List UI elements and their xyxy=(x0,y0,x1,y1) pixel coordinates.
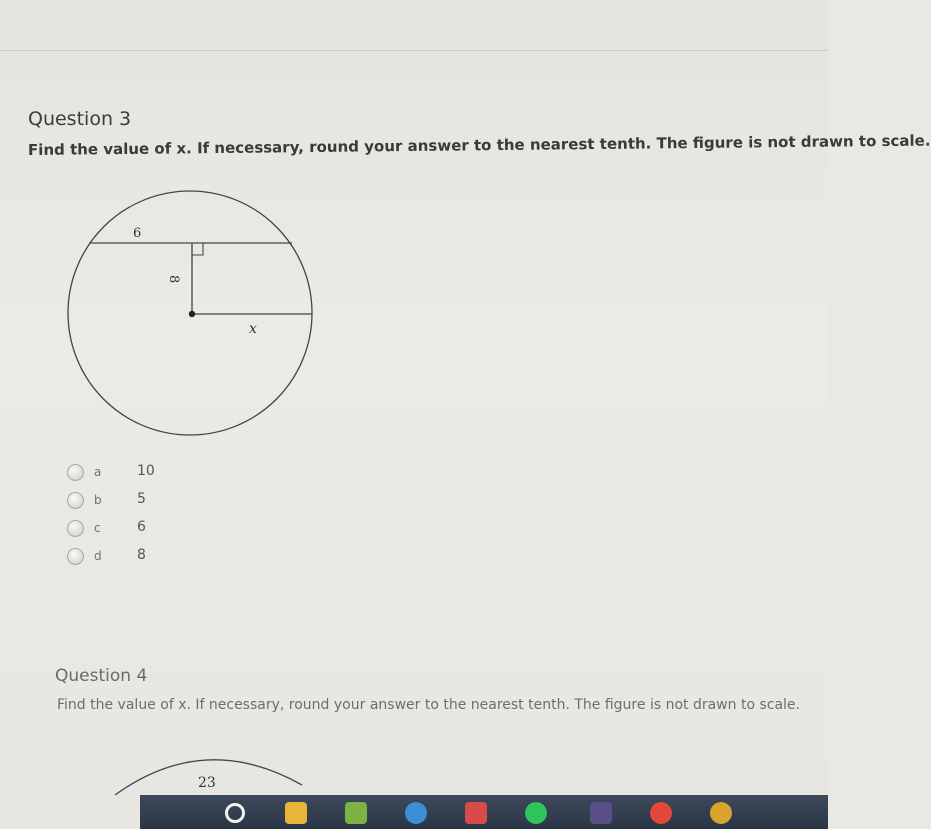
question-title: Question 3 xyxy=(28,108,132,130)
option-letter: a xyxy=(94,465,102,479)
question-prompt: Find the value of x. If necessary, round your answer to the nearest tenth. The figure is not drawn to scale. xyxy=(57,697,800,713)
option-a[interactable] xyxy=(64,462,184,490)
circle-chord-figure xyxy=(60,188,320,440)
label-x: x xyxy=(249,321,257,337)
store-icon[interactable] xyxy=(345,802,367,824)
label-8: 8 xyxy=(166,275,181,284)
answer-options xyxy=(64,462,184,574)
option-b[interactable] xyxy=(64,490,184,518)
taskbar xyxy=(140,795,828,829)
file-explorer-icon[interactable] xyxy=(285,802,307,824)
option-value: 10 xyxy=(137,463,155,479)
label-23: 23 xyxy=(198,775,216,791)
center-point xyxy=(189,311,195,317)
radio-button[interactable] xyxy=(67,548,84,565)
edge-icon[interactable] xyxy=(405,802,427,824)
option-value: 5 xyxy=(137,491,146,507)
right-angle-marker xyxy=(192,243,203,255)
hulu-app-icon[interactable] xyxy=(590,802,612,824)
question-prompt: Find the value of x. If necessary, round your answer to the nearest tenth. The figure is not drawn to scale. xyxy=(27,131,931,159)
option-d[interactable] xyxy=(64,546,184,574)
header-divider xyxy=(0,50,828,51)
label-6: 6 xyxy=(133,226,142,241)
option-letter: d xyxy=(94,549,102,563)
option-value: 8 xyxy=(137,547,146,563)
question-title: Question 4 xyxy=(55,666,148,686)
radio-button[interactable] xyxy=(67,464,84,481)
radio-button[interactable] xyxy=(67,520,84,537)
chrome-icon[interactable] xyxy=(650,802,672,824)
cortana-icon[interactable] xyxy=(225,803,245,823)
option-value: 6 xyxy=(137,519,146,535)
option-letter: c xyxy=(94,521,101,535)
option-c[interactable] xyxy=(64,518,184,546)
option-letter: b xyxy=(94,493,102,507)
gift-app-icon[interactable] xyxy=(465,802,487,824)
chrome-profile-icon[interactable] xyxy=(710,802,732,824)
spotify-icon[interactable] xyxy=(525,802,547,824)
radio-button[interactable] xyxy=(67,492,84,509)
